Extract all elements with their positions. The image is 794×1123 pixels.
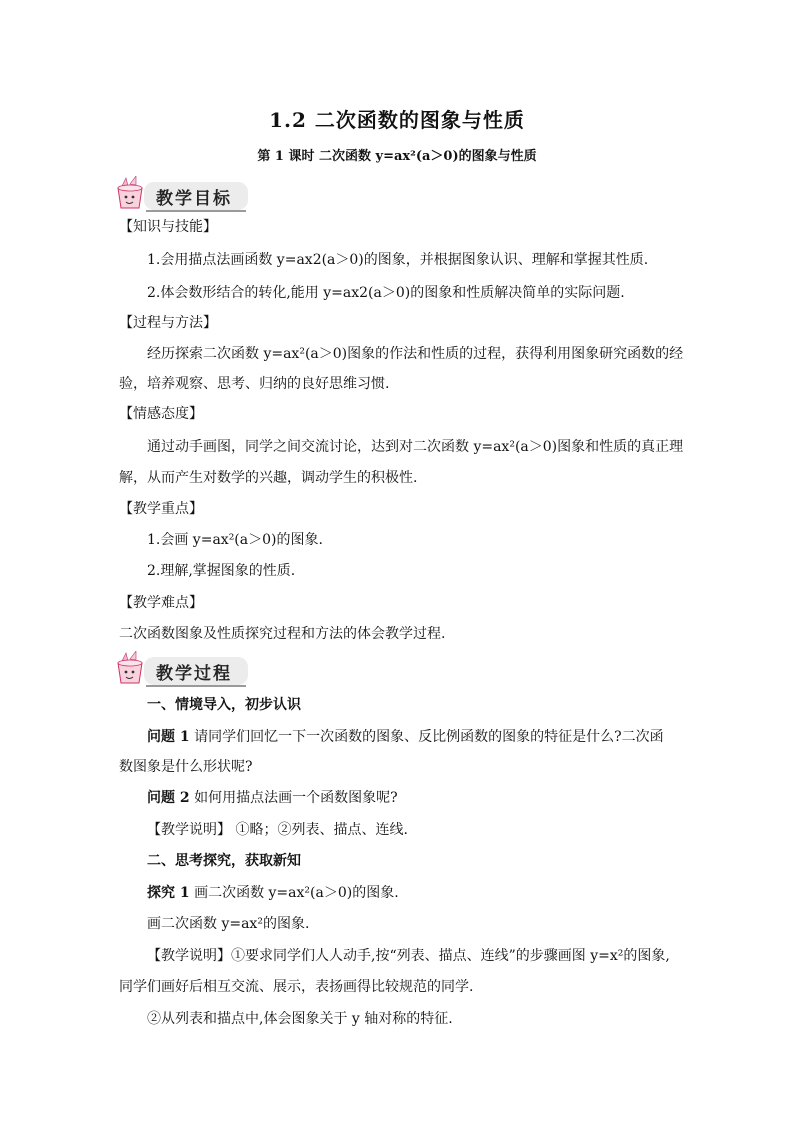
attitude-text-line-2: 解，从而产生对数学的兴趣，调动学生的积极性.: [119, 470, 418, 486]
banner-teaching-goals: [116, 176, 256, 216]
banner-label: 教学过程: [156, 664, 232, 684]
knowledge-header: 【知识与技能】: [119, 219, 217, 235]
document-subtitle: 第 1 课时 二次函数 y=ax²(a＞0)的图象与性质: [257, 149, 537, 164]
teaching-note-2-line-2: 同学们画好后相互交流、展示，表扬画得比较规范的同学.: [119, 979, 474, 995]
method-text-line-1: 经历探索二次函数 y=ax²(a＞0)图象的作法和性质的过程，获得利用图象研究函数的经: [147, 346, 684, 362]
part-2-title: 二、思考探究，获取新知: [147, 853, 301, 869]
method-text-line-2: 验，培养观察、思考、归纳的良好思维习惯.: [119, 376, 390, 392]
part-1-title: 一、情境导入，初步认识: [147, 697, 301, 713]
teaching-note-2-line-1: 【教学说明】①要求同学们人人动手,按“列表、描点、连线”的步骤画图 y=x²的图象,: [147, 948, 670, 964]
attitude-text-line-1: 通过动手画图，同学之间交流讨论，达到对二次函数 y=ax²(a＞0)图象和性质的真正理: [147, 439, 684, 455]
question-2: [147, 788, 398, 808]
question-2-text: 如何用描点法画一个函数图象呢?: [189, 790, 398, 806]
banner-teaching-process: [116, 651, 256, 691]
key-point-1: 1.会画 y=ax²(a＞0)的图象.: [147, 532, 323, 548]
question-1-line-1: [147, 727, 664, 747]
knowledge-item-2: 2.体会数形结合的转化,能用 y=ax2(a＞0)的图象和性质解决简单的实际问题.: [147, 285, 625, 301]
draw-instruction: 画二次函数 y=ax²的图象.: [147, 916, 310, 932]
key-point-2: 2.理解,掌握图象的性质.: [147, 563, 296, 579]
knowledge-item-1: 1.会用描点法画函数 y=ax2(a＞0)的图象，并根据图象认识、理解和掌握其性质.: [147, 252, 649, 268]
key-points-header: 【教学重点】: [119, 501, 203, 517]
banner-label: 教学目标: [156, 189, 232, 209]
difficulty-header: 【教学难点】: [119, 595, 203, 611]
question-2-label: 问题 2: [147, 790, 190, 806]
difficulty-text: 二次函数图象及性质探究过程和方法的体会教学过程.: [119, 626, 446, 642]
document-title: 1.2 二次函数的图象与性质: [269, 108, 525, 132]
teaching-note-2-line-3: ②从列表和描点中,体会图象关于 y 轴对称的特征.: [147, 1011, 453, 1027]
attitude-header: 【情感态度】: [119, 406, 203, 422]
question-1-label: 问题 1: [147, 729, 190, 745]
explore-1: [147, 883, 399, 903]
question-1-text: 请同学们回忆一下一次函数的图象、反比例函数的图象的特征是什么?二次函: [189, 729, 664, 745]
question-1-line-2: 数图象是什么形状呢?: [119, 759, 253, 775]
explore-1-label: 探究 1: [147, 885, 190, 901]
teaching-note-1: 【教学说明】 ①略；②列表、描点、连线.: [147, 822, 408, 838]
explore-1-text: 画二次函数 y=ax²(a＞0)的图象.: [189, 885, 399, 901]
method-header: 【过程与方法】: [119, 315, 217, 331]
